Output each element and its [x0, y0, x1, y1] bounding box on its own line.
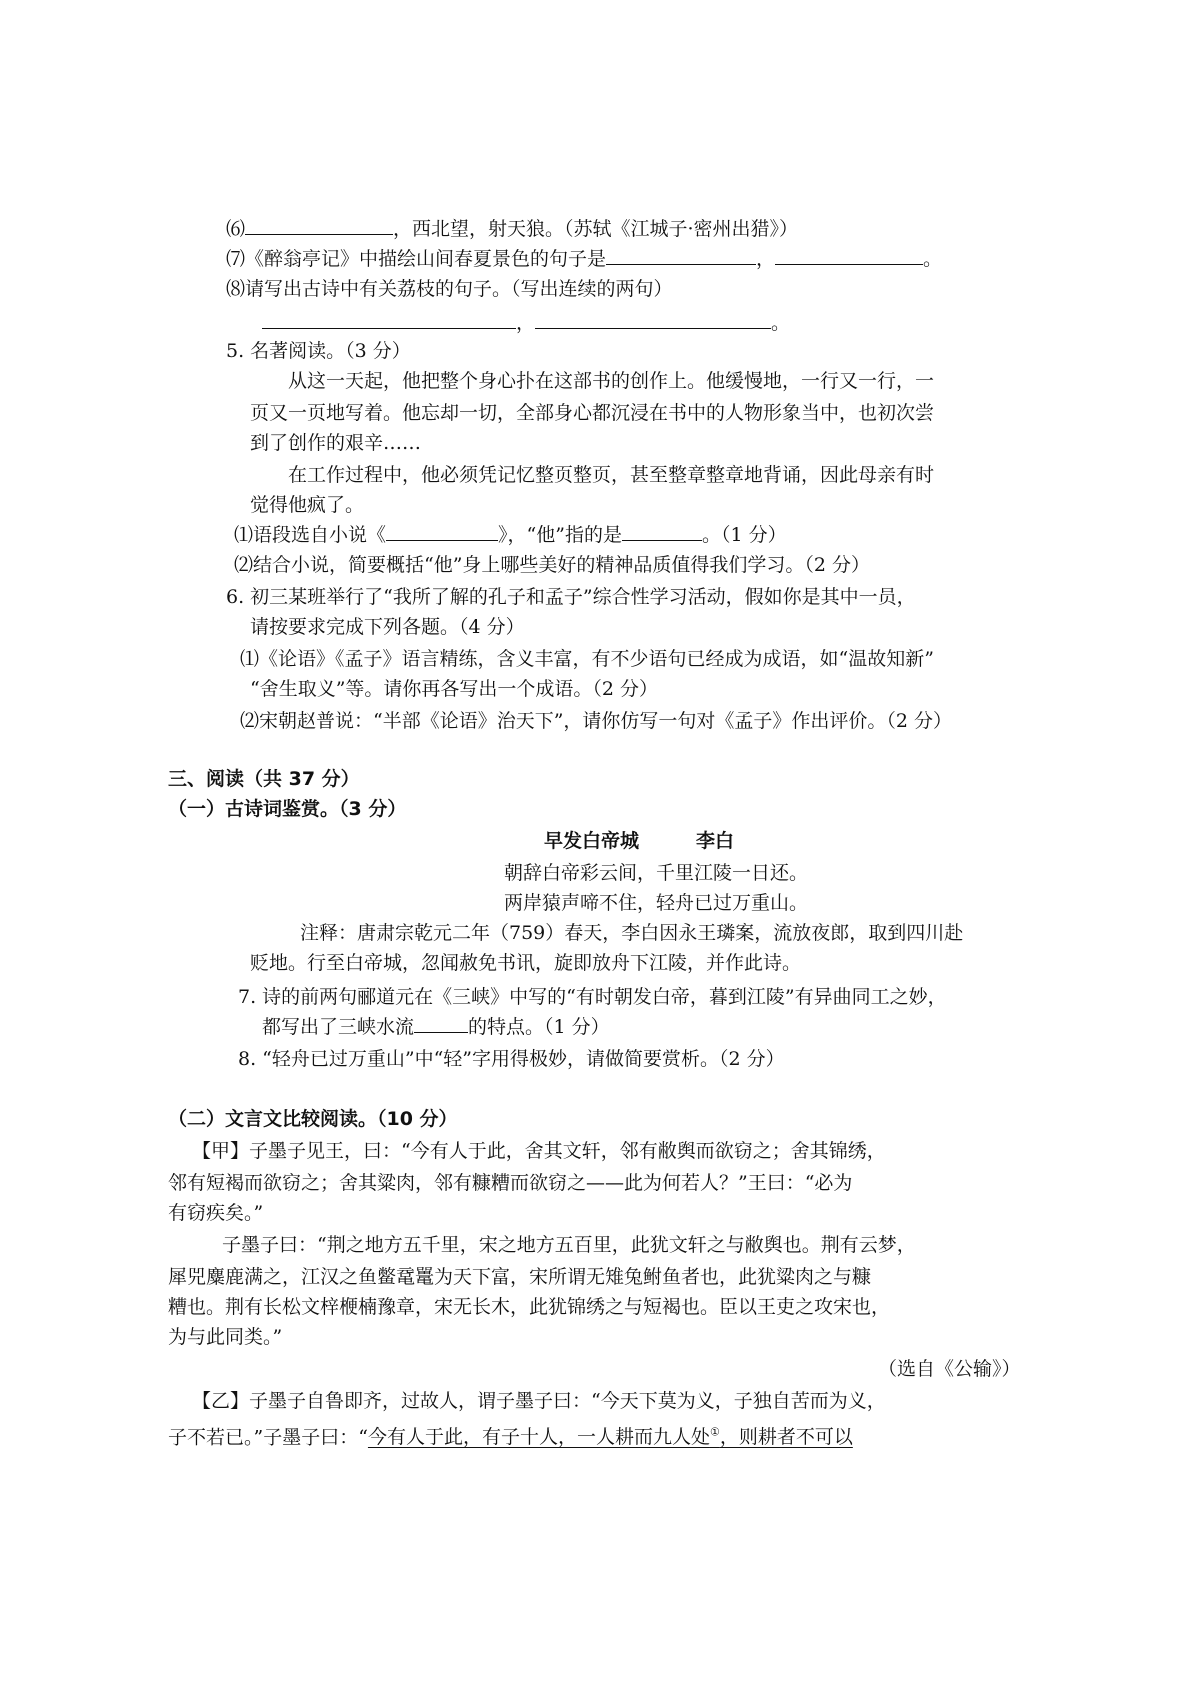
q5-sub2: ⑵结合小说，简要概括“他”身上哪些美好的精神品质值得我们学习。（2 分） — [234, 554, 871, 576]
q8: 8. “轻舟已过万重山”中“轻”字用得极妙，请做简要赏析。（2 分） — [238, 1048, 785, 1070]
q5-passage-line: 在工作过程中，他必须凭记忆整页整页，甚至整章整章地背诵，因此母亲有时 — [288, 464, 935, 486]
q5-passage-line: 页又一页地写着。他忘却一切，全部身心都沉浸在书中的人物形象当中，也初次尝 — [250, 402, 935, 424]
poem-author: 李白 — [696, 830, 735, 852]
q6-sub2: ⑵宋朝赵普说：“半部《论语》治天下”，请你仿写一句对《孟子》作出评价。（2 分） — [240, 710, 953, 732]
period: 。 — [771, 312, 791, 334]
item-number: ⑹ — [226, 218, 246, 240]
yi-line: 【乙】子墨子自鲁即齐，过故人，谓子墨子曰：“今天下莫为义，子独自苦而为义， — [192, 1390, 886, 1412]
jia-line: 【甲】子墨子见王，曰：“今有人于此，舍其文轩，邻有敝舆而欲窃之；舍其锦绣， — [192, 1140, 886, 1162]
period: 。 — [923, 248, 943, 270]
answer-blank[interactable] — [386, 522, 498, 541]
answer-blank[interactable] — [535, 310, 771, 329]
answer-blank[interactable] — [245, 216, 393, 235]
poem-note-line: 贬地。行至白帝城，忽闻赦免书讯，旋即放舟下江陵，并作此诗。 — [250, 952, 802, 974]
q5-passage-line: 到了创作的艰辛…… — [250, 432, 422, 454]
answer-blank[interactable] — [262, 310, 516, 329]
q6-heading-line: 6. 初三某班举行了“我所了解的孔子和孟子”综合性学习活动，假如你是其中一员， — [226, 586, 916, 608]
item-text: ⑻请写出古诗中有关荔枝的句子。（写出连续的两句） — [226, 278, 673, 300]
item-text: ，西北望，射天狼。（苏轼《江城子·密州出猎》） — [393, 218, 799, 240]
jia2-line: 子墨子曰：“荆之地方五千里，宋之地方五百里，此犹文轩之与敝舆也。荆有云梦， — [222, 1234, 916, 1256]
part1-heading: （一）古诗词鉴赏。（3 分） — [168, 798, 407, 820]
q6-sub1-line: ⑴《论语》《孟子》语言精练，含义丰富，有不少语句已经成为成语，如“温故知新” — [240, 648, 934, 670]
poem-note-line: 注释：唐肃宗乾元二年（759）春天，李白因永王璘案，流放夜郎，取到四川赴 — [300, 922, 964, 944]
q7-text: 都写出了三峡水流 — [262, 1016, 415, 1038]
q6-sub1-line: “舍生取义”等。请你再各写出一个成语。（2 分） — [250, 678, 659, 700]
jia2-line: 为与此同类。” — [168, 1326, 283, 1348]
yi-line2 — [168, 1420, 853, 1450]
underlined-sentence — [368, 1426, 853, 1448]
q4-item8-answer — [262, 310, 790, 336]
sub-text: 》，“他”指的是 — [498, 524, 622, 546]
item-text: ⑺《醉翁亭记》中描绘山间春夏景色的句子是 — [226, 248, 607, 270]
answer-blank[interactable] — [775, 246, 923, 265]
poem-line: 两岸猿声啼不住，轻舟已过万重山。 — [504, 892, 809, 914]
separator: ， — [516, 312, 536, 334]
q4-item6 — [226, 216, 798, 242]
q4-item7 — [226, 246, 942, 272]
q5-heading: 5. 名著阅读。（3 分） — [226, 340, 411, 362]
yi-text: ，则耕者不可以 — [719, 1426, 853, 1449]
poem-title: 早发白帝城 — [544, 830, 640, 852]
section-heading: 三、阅读（共 37 分） — [168, 768, 360, 790]
answer-blank[interactable] — [414, 1014, 468, 1033]
q5-passage-line: 觉得他疯了。 — [250, 494, 365, 516]
yi-text: 子不若已。”子墨子曰：“ — [168, 1426, 368, 1449]
q5-sub1 — [234, 522, 787, 548]
sub-text: 。（1 分） — [701, 524, 787, 546]
q7-text: 的特点。（1 分） — [468, 1016, 610, 1038]
q7-line: 7. 诗的前两句郦道元在《三峡》中写的“有时朝发白帝，暮到江陵”有异曲同工之妙， — [238, 986, 947, 1008]
answer-blank[interactable] — [622, 522, 702, 541]
q5-passage-line: 从这一天起，他把整个身心扑在这部书的创作上。他缓慢地，一行又一行，一 — [288, 370, 935, 392]
poem-line: 朝辞白帝彩云间，千里江陵一日还。 — [504, 862, 809, 884]
footnote-marker: ① — [709, 1426, 720, 1439]
q7-line2 — [262, 1014, 610, 1040]
yi-text: 今有人于此，有子十人，一人耕而九人处 — [367, 1426, 710, 1449]
jia-line: 有窃疾矣。” — [168, 1202, 264, 1224]
separator: ， — [756, 248, 776, 270]
q4-item8 — [226, 276, 673, 302]
jia2-line: 犀兕麋鹿满之，江汉之鱼鳖鼋鼍为天下富，宋所谓无雉兔鲋鱼者也，此犹粱肉之与糠 — [168, 1266, 872, 1288]
jia2-line: 糟也。荆有长松文梓楩楠豫章，宋无长木，此犹锦绣之与短褐也。臣以王吏之攻宋也， — [168, 1296, 891, 1318]
jia-line: 邻有短褐而欲窃之；舍其粱肉，邻有糠糟而欲窃之——此为何若人？”王曰：“必为 — [168, 1172, 853, 1194]
q6-heading-line: 请按要求完成下列各题。（4 分） — [250, 616, 525, 638]
answer-blank[interactable] — [606, 246, 756, 265]
part2-heading: （二）文言文比较阅读。（10 分） — [168, 1108, 458, 1130]
source-citation: （选自《公输》） — [878, 1358, 1021, 1380]
sub-text: ⑴语段选自小说《 — [234, 524, 387, 546]
